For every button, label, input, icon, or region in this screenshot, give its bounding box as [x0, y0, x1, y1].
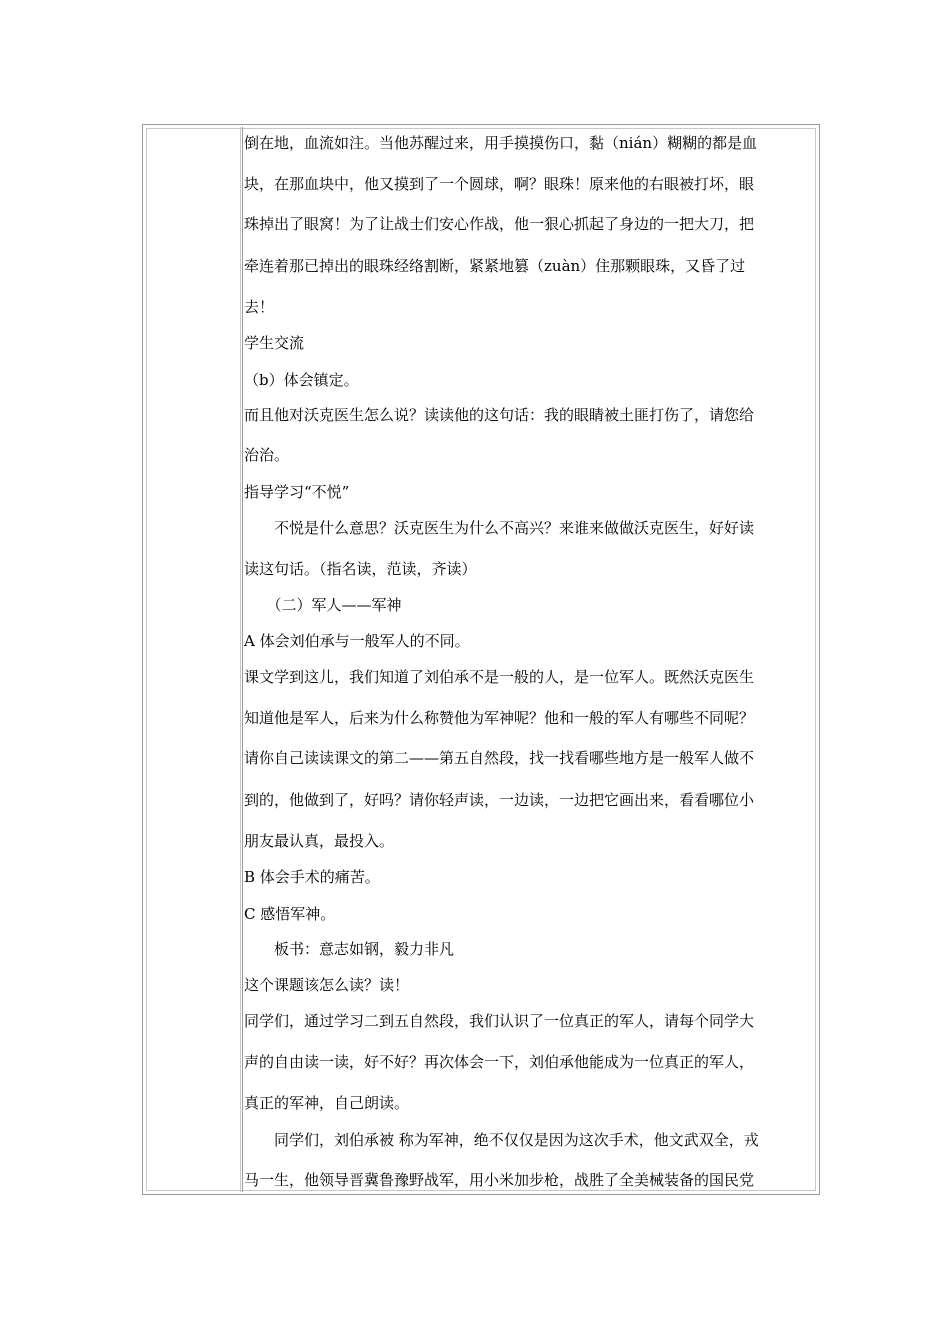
text-line: 知道他是军人，后来为什么称赞他为军神呢？他和一般的军人有哪些不同呢？	[244, 709, 755, 727]
table-outer-border	[142, 124, 820, 1195]
text-line: 治治。	[244, 446, 290, 464]
text-line: 课文学到这儿，我们知道了刘伯承不是一般的人，是一位军人。既然沃克医生	[244, 668, 755, 686]
text-line: 同学们，通过学习二到五自然段，我们认识了一位真正的军人，请每个同学大	[244, 1012, 755, 1030]
text-line: 学生交流	[244, 334, 305, 352]
text-line: 这个课题该怎么读？读！	[244, 976, 410, 994]
text-line: 去！	[244, 298, 275, 316]
text-line: 牵连着那已掉出的眼珠经络割断，紧紧地篡（zuàn）住那颗眼珠，又昏了过	[244, 257, 746, 275]
text-line: B 体会手术的痛苦。	[244, 868, 380, 886]
text-line: A 体会刘伯承与一般军人的不同。	[244, 632, 470, 650]
column-separator	[240, 127, 243, 1192]
text-line: 同学们，刘伯承被 称为军神，绝不仅仅是因为这次手术，他文武双全，戎	[244, 1131, 759, 1149]
text-line: 而且他对沃克医生怎么说？读读他的这句话：我的眼睛被土匪打伤了，请您给	[244, 406, 755, 424]
text-line: 倒在地，血流如注。当他苏醒过来，用手摸摸伤口，黏（nián）糊糊的都是血	[244, 134, 758, 152]
text-line: 板书：意志如钢，毅力非凡	[244, 940, 455, 958]
text-line: 块，在那血块中，他又摸到了一个圆球，啊？眼珠！原来他的右眼被打坏，眼	[244, 175, 755, 193]
text-line: 到的，他做到了，好吗？请你轻声读，一边读，一边把它画出来，看看哪位小	[244, 791, 755, 809]
text-line: 马一生，他领导晋冀鲁豫野战军，用小米加步枪，战胜了全美械装备的国民党	[244, 1171, 755, 1189]
text-line: 指导学习“不悦”	[244, 483, 350, 501]
text-line: （二）军人——军神	[244, 596, 402, 614]
text-line: 不悦是什么意思？沃克医生为什么不高兴？来谁来做做沃克医生，好好读	[244, 519, 755, 537]
text-line: 声的自由读一读，好不好？再次体会一下，刘伯承他能成为一位真正的军人，	[244, 1053, 755, 1071]
text-line: 真正的军神，自己朗读。	[244, 1094, 410, 1112]
text-line: C 感悟军神。	[244, 905, 336, 923]
table-inner-border	[146, 128, 816, 1191]
text-line: 读这句话。（指名读，范读，齐读）	[244, 560, 477, 578]
text-line: 朋友最认真，最投入。	[244, 832, 395, 850]
text-line: 请你自己读读课文的第二——第五自然段，找一找看哪些地方是一般军人做不	[244, 749, 755, 767]
text-line: （b）体会镇定。	[244, 371, 359, 389]
text-line: 珠掉出了眼窝！为了让战士们安心作战，他一狠心抓起了身边的一把大刀，把	[244, 215, 755, 233]
